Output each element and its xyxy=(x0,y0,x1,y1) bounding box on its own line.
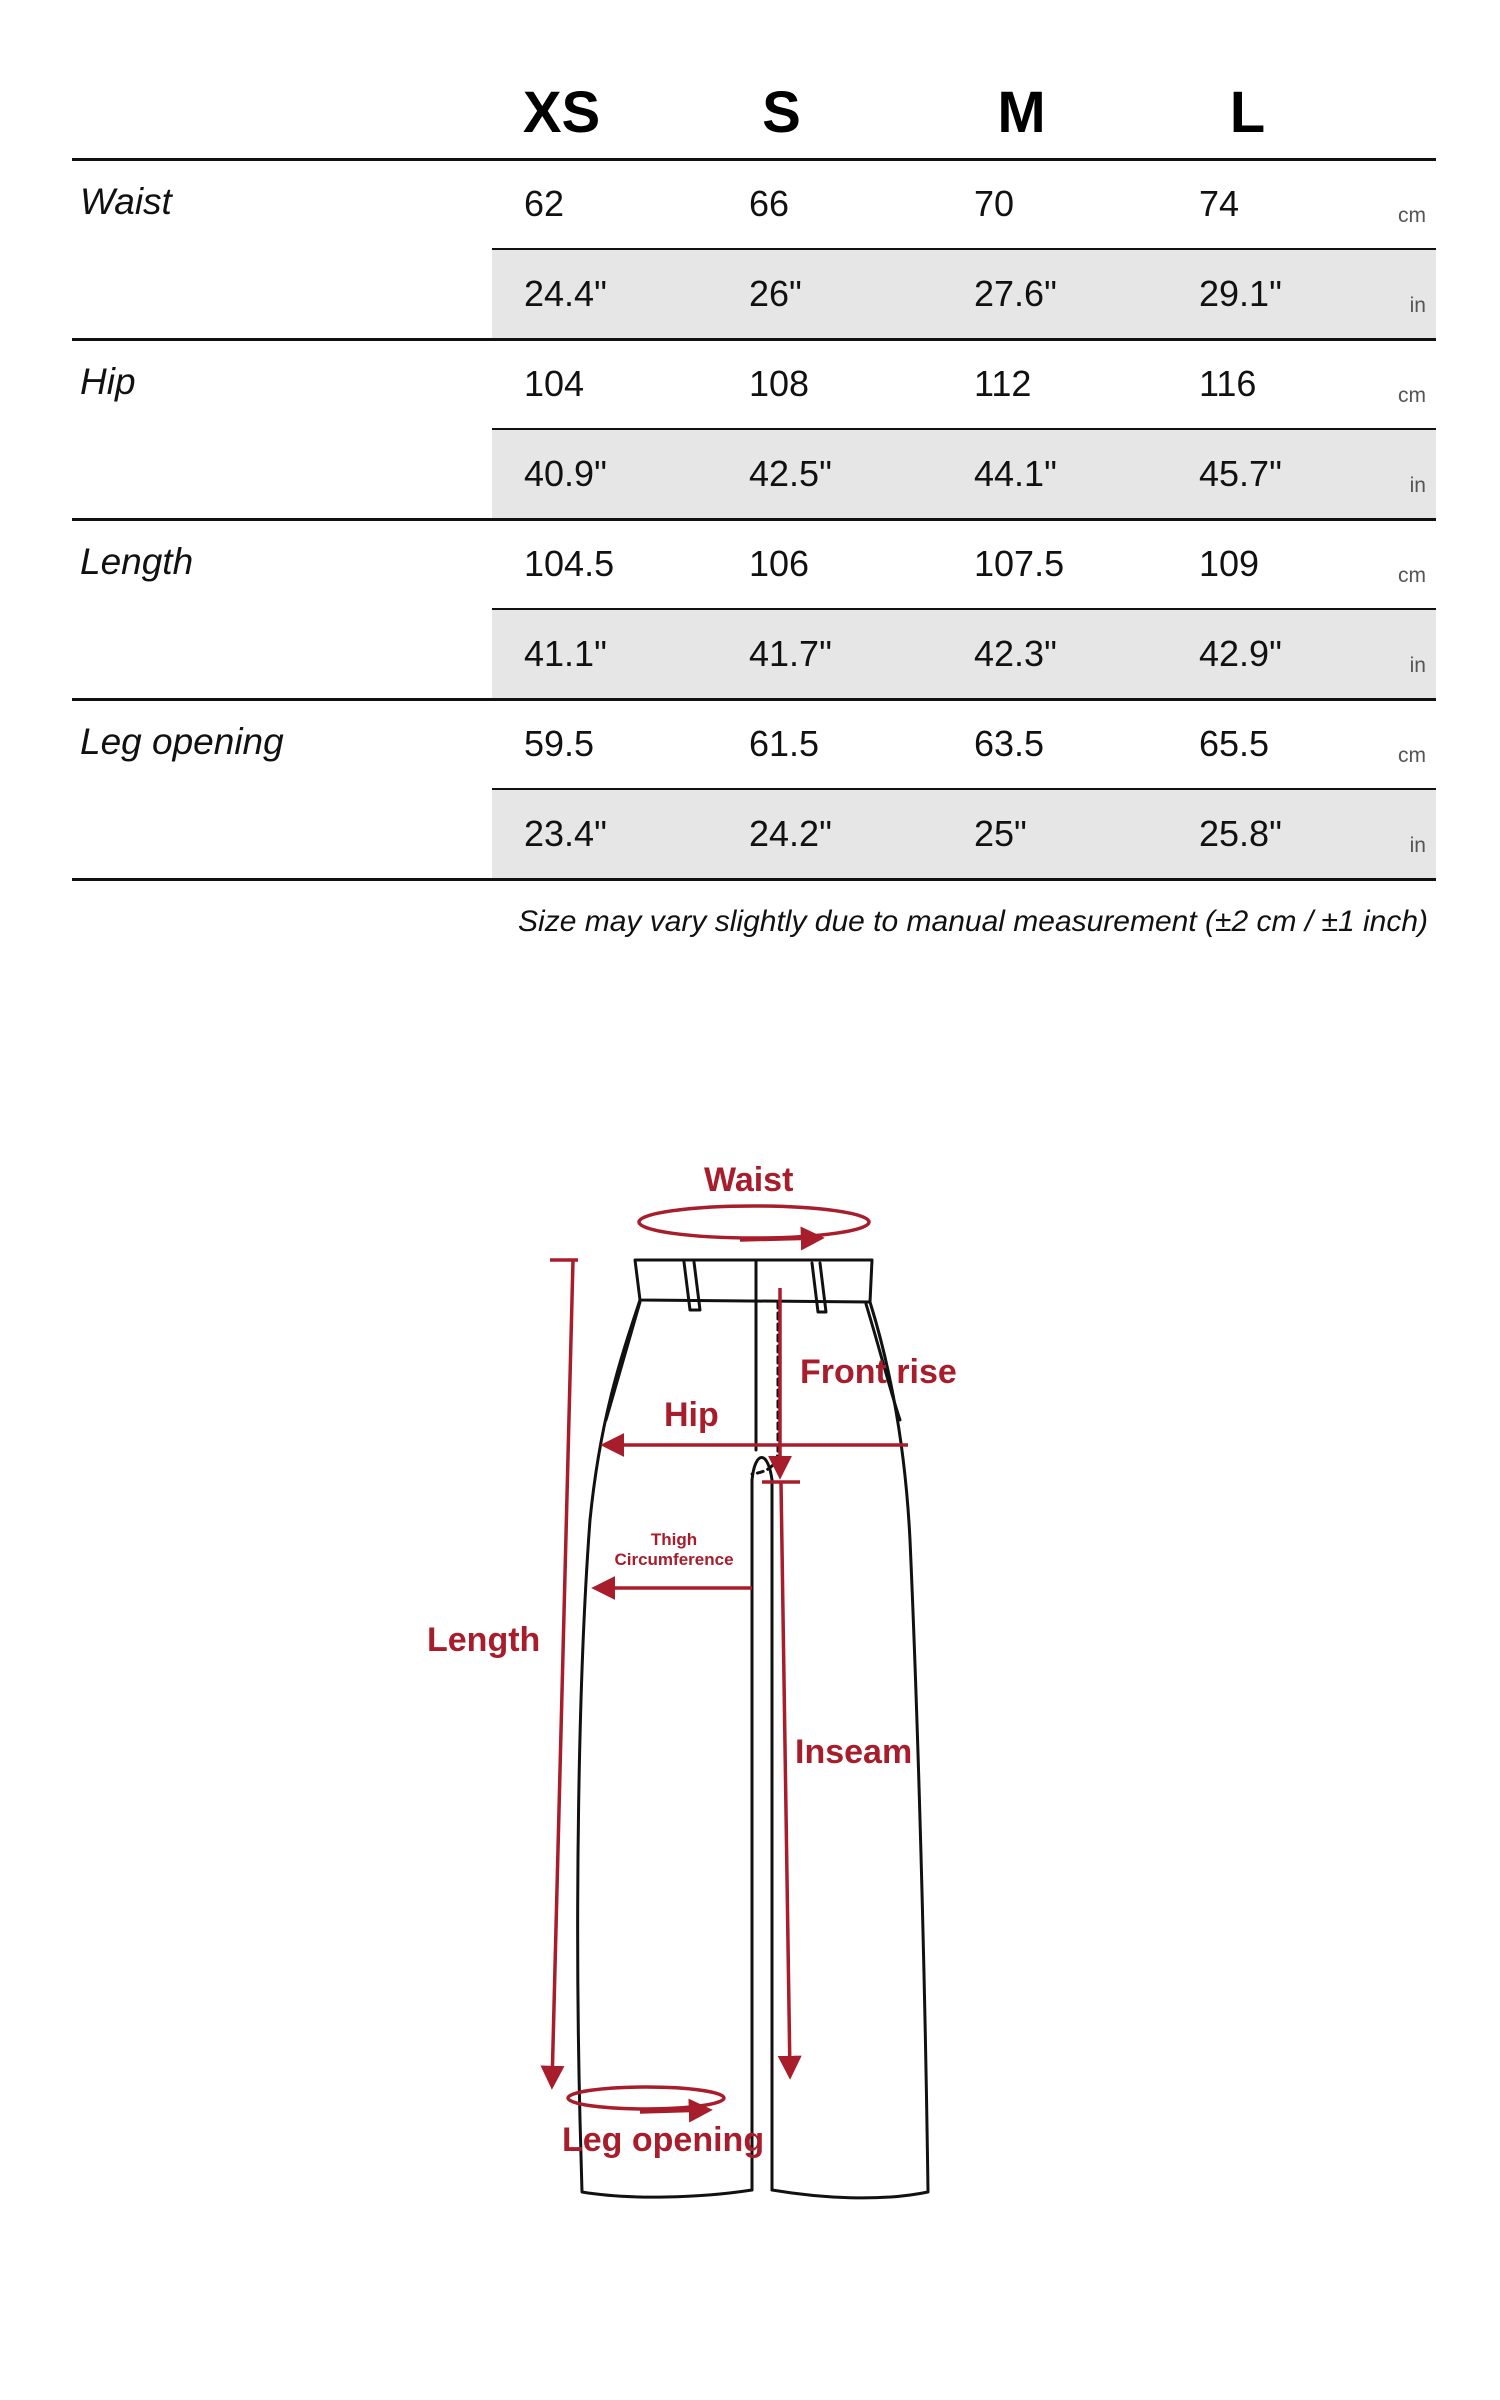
pants-measurement-diagram xyxy=(0,1120,1500,2270)
cell-waist-in-xs: 24.4" xyxy=(524,273,607,314)
pants-illustration xyxy=(0,1120,1500,2270)
label-thigh-line2: Circumference xyxy=(614,1550,734,1569)
label-thigh-line1: Thigh xyxy=(650,1530,698,1549)
row-divider xyxy=(72,338,1436,341)
cell-length-cm-xs: 104.5 xyxy=(524,543,615,584)
row-label-hip: Hip xyxy=(80,361,136,402)
cell-length-in-m: 42.3" xyxy=(974,633,1057,674)
cell-length-in-xs: 41.1" xyxy=(524,633,607,674)
cell-hip-in-m: 44.1" xyxy=(974,453,1057,494)
cell-hip-cm-s: 108 xyxy=(749,363,810,404)
cell-waist-cm-s: 66 xyxy=(749,183,790,224)
cell-hip-in-xs: 40.9" xyxy=(524,453,607,494)
measurement-disclaimer: Size may vary slightly due to manual measurement (±2 cm / ±1 inch) xyxy=(518,905,1428,938)
cell-waist-in-l: 29.1" xyxy=(1199,273,1282,314)
size-header-l: L xyxy=(1229,80,1266,145)
row-label-length: Length xyxy=(80,541,194,582)
cell-length-cm-l: 109 xyxy=(1199,543,1260,584)
row-divider xyxy=(72,698,1436,701)
cell-waist-in-m: 27.6" xyxy=(974,273,1057,314)
waist-ellipse xyxy=(639,1206,869,1238)
inch-row-shade xyxy=(492,250,1436,338)
unit-in: in xyxy=(1409,294,1426,317)
header-divider xyxy=(72,158,1436,161)
cell-length-cm-s: 106 xyxy=(749,543,810,584)
unit-cm: cm xyxy=(1398,564,1426,587)
cell-hip-cm-xs: 104 xyxy=(524,363,585,404)
cell-hip-cm-l: 116 xyxy=(1199,363,1257,404)
inch-row-shade xyxy=(492,430,1436,518)
size-header-xs: XS xyxy=(522,80,601,145)
label-thigh-circumference xyxy=(604,1530,744,1570)
cell-hip-in-l: 45.7" xyxy=(1199,453,1282,494)
row-label-waist: Waist xyxy=(80,181,172,222)
cell-leg-cm-l: 65.5 xyxy=(1199,723,1270,764)
cell-length-cm-m: 107.5 xyxy=(974,543,1065,584)
cell-leg-in-l: 25.8" xyxy=(1199,813,1282,854)
label-front-rise: Front rise xyxy=(800,1353,957,1391)
cell-leg-cm-s: 61.5 xyxy=(749,723,820,764)
cell-hip-cm-m: 112 xyxy=(974,363,1032,404)
waist-arrow xyxy=(740,1238,820,1240)
row-divider xyxy=(72,518,1436,521)
cell-leg-cm-xs: 59.5 xyxy=(524,723,595,764)
leg-opening-arrow xyxy=(640,2110,708,2112)
cell-waist-cm-l: 74 xyxy=(1199,183,1240,224)
cell-waist-in-s: 26" xyxy=(749,273,802,314)
cell-waist-cm-m: 70 xyxy=(974,183,1015,224)
label-hip: Hip xyxy=(664,1396,719,1434)
measurement-annotations xyxy=(550,1206,908,2112)
inch-row-shade xyxy=(492,610,1436,698)
cell-length-in-l: 42.9" xyxy=(1199,633,1282,674)
inch-row-shade xyxy=(492,790,1436,878)
cell-hip-in-s: 42.5" xyxy=(749,453,832,494)
table-bottom-divider xyxy=(72,878,1436,881)
pants-outline xyxy=(578,1260,928,2198)
cell-leg-in-xs: 23.4" xyxy=(524,813,607,854)
unit-cm: cm xyxy=(1398,744,1426,767)
label-leg-opening: Leg opening xyxy=(562,2121,765,2159)
unit-cm: cm xyxy=(1398,384,1426,407)
size-header-m: M xyxy=(997,80,1046,145)
label-inseam: Inseam xyxy=(795,1733,913,1771)
unit-in: in xyxy=(1409,834,1426,857)
unit-cm: cm xyxy=(1398,204,1426,227)
size-chart-table xyxy=(72,0,1436,938)
label-waist: Waist xyxy=(704,1161,794,1199)
cell-leg-cm-m: 63.5 xyxy=(974,723,1045,764)
leg-opening-ellipse xyxy=(568,2087,724,2109)
row-label-leg-opening: Leg opening xyxy=(80,721,284,762)
cell-length-in-s: 41.7" xyxy=(749,633,832,674)
size-header-s: S xyxy=(762,80,801,145)
inseam-arrow xyxy=(781,1482,790,2075)
unit-in: in xyxy=(1409,654,1426,677)
cell-waist-cm-xs: 62 xyxy=(524,183,565,224)
unit-in: in xyxy=(1409,474,1426,497)
label-length: Length xyxy=(427,1621,541,1659)
cell-leg-in-s: 24.2" xyxy=(749,813,832,854)
cell-leg-in-m: 25" xyxy=(974,813,1027,854)
length-arrow xyxy=(552,1260,573,2085)
